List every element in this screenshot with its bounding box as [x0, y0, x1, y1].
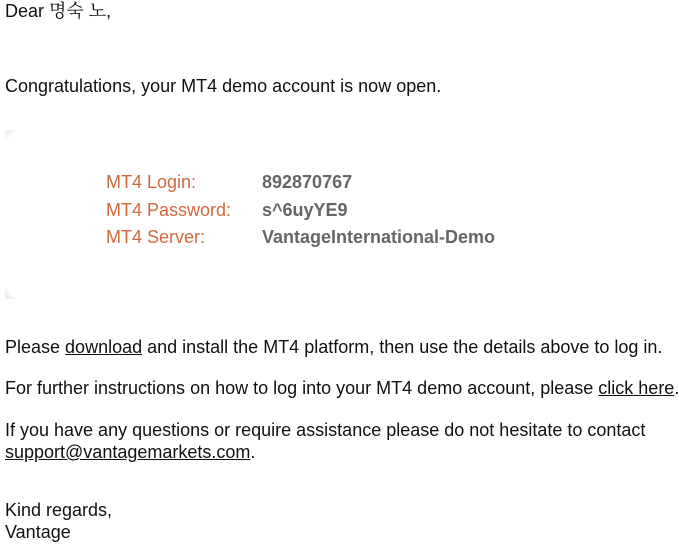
- instructions-text-before: For further instructions on how to log into your MT4 demo account, please: [5, 378, 599, 398]
- support-email-link[interactable]: support@vantagemarkets.com: [5, 442, 251, 462]
- support-text: If you have any questions or require assistance please do not hesitate to contact: [5, 420, 646, 440]
- download-paragraph: [5, 336, 662, 358]
- login-value: 892870767: [262, 172, 353, 192]
- box-corner-bottom: [5, 288, 16, 299]
- box-corner-top: [5, 130, 16, 141]
- login-label: MT4 Login:: [106, 172, 197, 192]
- signoff-closing: Kind regards,: [5, 500, 113, 520]
- click-here-link[interactable]: click here: [598, 378, 675, 398]
- support-text-after: .: [250, 442, 256, 462]
- download-text-before: Please: [5, 337, 66, 357]
- greeting: Dear 명숙 노,: [5, 1, 112, 21]
- server-value: VantageInternational-Demo: [262, 227, 496, 247]
- intro-text: Congratulations, your MT4 demo account is now open.: [5, 76, 442, 96]
- instructions-paragraph: [5, 377, 679, 399]
- support-email-line: [5, 441, 255, 463]
- password-value: s^6uyYE9: [262, 200, 348, 220]
- download-link[interactable]: download: [65, 337, 143, 357]
- instructions-text-after: .: [674, 378, 679, 398]
- download-text-after: and install the MT4 platform, then use the details above to log in.: [142, 337, 663, 357]
- signoff-name: Vantage: [5, 522, 71, 542]
- server-label: MT4 Server:: [106, 227, 206, 247]
- password-label: MT4 Password:: [106, 200, 232, 220]
